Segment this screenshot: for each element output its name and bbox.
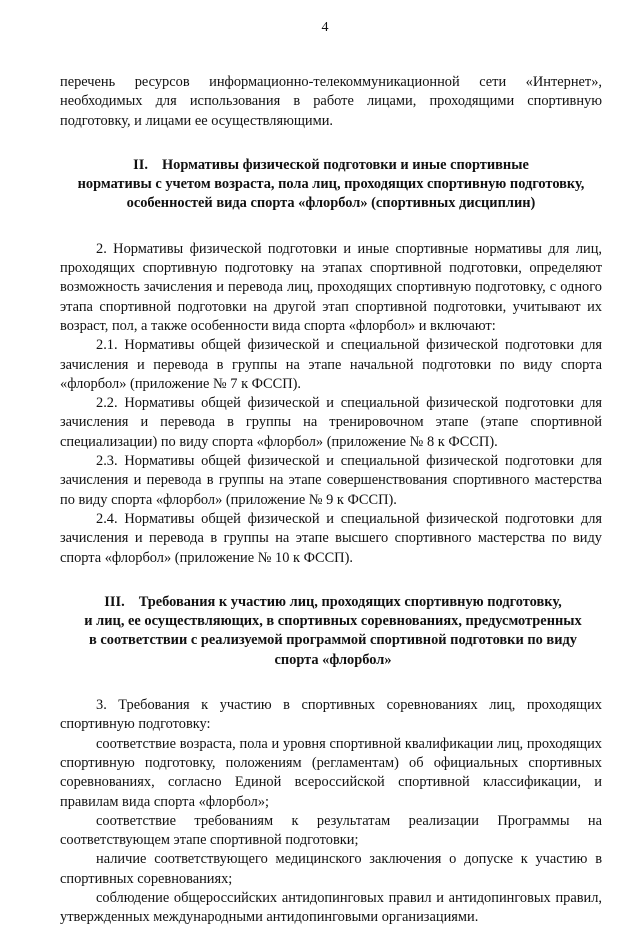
section-2-number: II. (133, 156, 148, 173)
intro-paragraph: перечень ресурсов информационно-телекоммуникационной сети «Интернет», необходимых для использования в работе лицами, проходящими спортивную подготовку, и лицами ее осуществляющими. (60, 74, 602, 129)
requirement-medical-clearance: наличие соответствующего медицинского заключения о допуске к участию в спортивных соревнованиях; (60, 851, 602, 887)
page-number: 4 (321, 20, 329, 35)
section-3-heading (60, 593, 602, 670)
paragraph-2: 2. Нормативы физической подготовки и иные спортивные нормативы для лиц, проходящих спортивную подготовку на этапах спортивной подготовки, определяют возможность зачисления и перевода лиц, проходящих спортивную подготовку, с одного этапа спортивной подготовки на другой этап спортивной подготовки, учитывают их возраст, пол, а также особенности вида спорта «флорбол» и включают: (60, 240, 602, 334)
requirement-age-sex-qualification: соответствие возраста, пола и уровня спортивной квалификации лиц, проходящих спортивную подготовку, положениям (регламентам) об официальных спортивных соревнованиях, согласно Единой всероссийской спортивной классификации, и правилам вида спорта «флорбол»; (60, 735, 602, 810)
paragraph-2-4: 2.4. Нормативы общей физической и специальной физической подготовки для зачисления и перевода в группы на этапе высшего спортивного мастерства по виду спорта «флорбол» (приложение № 10 к ФССП). (60, 510, 602, 566)
document-body (60, 73, 602, 928)
section-2-title-line-1: Нормативы физической подготовки и иные спортивные (161, 156, 529, 173)
requirement-program-results: соответствие требованиям к результатам реализации Программы на соответствующем этапе спортивной подготовки; (60, 812, 602, 849)
section-3-title-line-1: Требования к участию лиц, проходящих спортивную подготовку, (138, 593, 562, 610)
section-3-title-line-4: спорта «флорбол» (274, 651, 392, 668)
section-2-heading-line-1 (60, 156, 602, 175)
section-3-number: III. (104, 593, 125, 610)
section-2-heading (60, 156, 602, 214)
section-2-title-line-3: особенностей вида спорта «флорбол» (спортивных дисциплин) (126, 195, 536, 212)
paragraph-3: 3. Требования к участию в спортивных соревнованиях лиц, проходящих спортивную подготовку: (60, 697, 602, 733)
section-3-title-line-3: в соответствии с реализуемой программой спортивной подготовки по виду (89, 632, 577, 649)
paragraph-2-1: 2.1. Нормативы общей физической и специальной физической подготовки для зачисления и перевода в группы на этапе начальной подготовки по виду спорта «флорбол» (приложение № 7 к ФССП). (60, 337, 602, 392)
section-2-title-line-2: нормативы с учетом возраста, пола лиц, проходящих спортивную подготовку, (77, 176, 585, 193)
requirement-antidoping: соблюдение общероссийских антидопинговых правил и антидопинговых правил, утвержденных международными антидопинговыми организациями. (60, 889, 602, 926)
paragraph-2-2: 2.2. Нормативы общей физической и специальной физической подготовки для зачисления и перевода в группы на тренировочном этапе (этапе спортивной специализации) по виду спорта «флорбол» (приложение № 8 к ФССП). (60, 395, 602, 450)
section-3-heading-line-1 (64, 593, 602, 612)
section-3-title-line-2: и лиц, ее осуществляющих, в спортивных соревнованиях, предусмотренных (84, 613, 582, 630)
paragraph-2-3: 2.3. Нормативы общей физической и специальной физической подготовки для зачисления и перевода в группы на этапе совершенствования спортивного мастерства по виду спорта «флорбол» (приложение № 9 к ФССП). (60, 453, 602, 508)
